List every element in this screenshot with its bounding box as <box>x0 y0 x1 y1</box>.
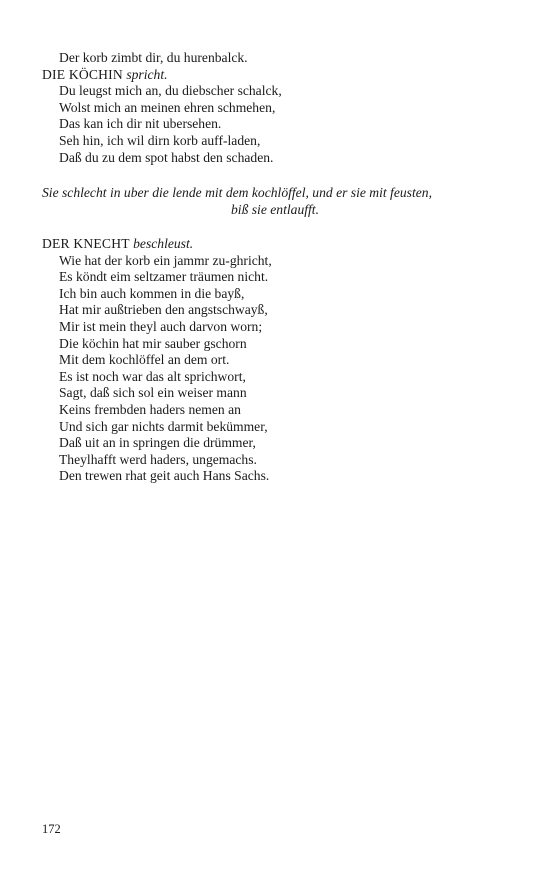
verse-line: Das kan ich dir nit ubersehen. <box>59 116 222 132</box>
stage-direction <box>42 185 508 218</box>
verse-line: Wolst mich an meinen ehren schmehen, <box>59 99 276 115</box>
stage-direction-line: biß sie entlaufft. <box>231 201 319 217</box>
speaker-direction: beschleust. <box>133 236 194 251</box>
verse-line: Ich bin auch kommen in die bayß, <box>59 285 245 301</box>
stage-direction-line: Sie schlecht in uber die lende mit dem kochlöffel, und er sie mit feusten, <box>42 185 432 200</box>
verse-line: Es köndt eim seltzamer träumen nicht. <box>59 269 269 285</box>
speaker-name: DER KNECHT <box>42 236 130 251</box>
verse-line: Hat mir außtrieben den angstschwayß, <box>59 302 268 318</box>
verse-line: Theylhafft werd haders, ungemachs. <box>59 451 257 467</box>
verse-line: Sagt, daß sich sol ein weiser mann <box>59 385 247 401</box>
verse-line: Daß du zu dem spot habst den schaden. <box>59 149 274 165</box>
verse-line: Mir ist mein theyl auch darvon worn; <box>59 318 263 334</box>
verse-line: Keins frembden haders nemen an <box>59 401 241 417</box>
verse-line: Den trewen rhat geit auch Hans Sachs. <box>59 468 270 484</box>
verse-line: Der korb zimbt dir, du hurenbalck. <box>59 50 248 65</box>
verse-line: Du leugst mich an, du diebscher schalck, <box>59 83 282 99</box>
verse-block-opening <box>42 50 508 67</box>
verse-line: Die köchin hat mir sauber gschorn <box>59 335 247 351</box>
verse-line: Und sich gar nichts darmit bekümmer, <box>59 418 268 434</box>
speaker-heading <box>42 67 508 84</box>
speech-koechin <box>42 67 508 167</box>
speaker-heading <box>42 236 508 253</box>
page-number: 172 <box>42 822 61 836</box>
verse-line: Wie hat der korb ein jammr zu-ghricht, <box>59 252 272 268</box>
verse-line: Es ist noch war das alt sprichwort, <box>59 368 246 384</box>
speech-knecht <box>42 236 508 485</box>
verse-line: Daß uit an in springen die drümmer, <box>59 435 256 451</box>
verse-line: Seh hin, ich wil dirn korb auff-laden, <box>59 132 261 148</box>
speaker-direction: spricht. <box>126 66 168 82</box>
verse-line: Mit dem kochlöffel an dem ort. <box>59 352 230 368</box>
speaker-name: DIE KÖCHIN <box>42 66 123 82</box>
